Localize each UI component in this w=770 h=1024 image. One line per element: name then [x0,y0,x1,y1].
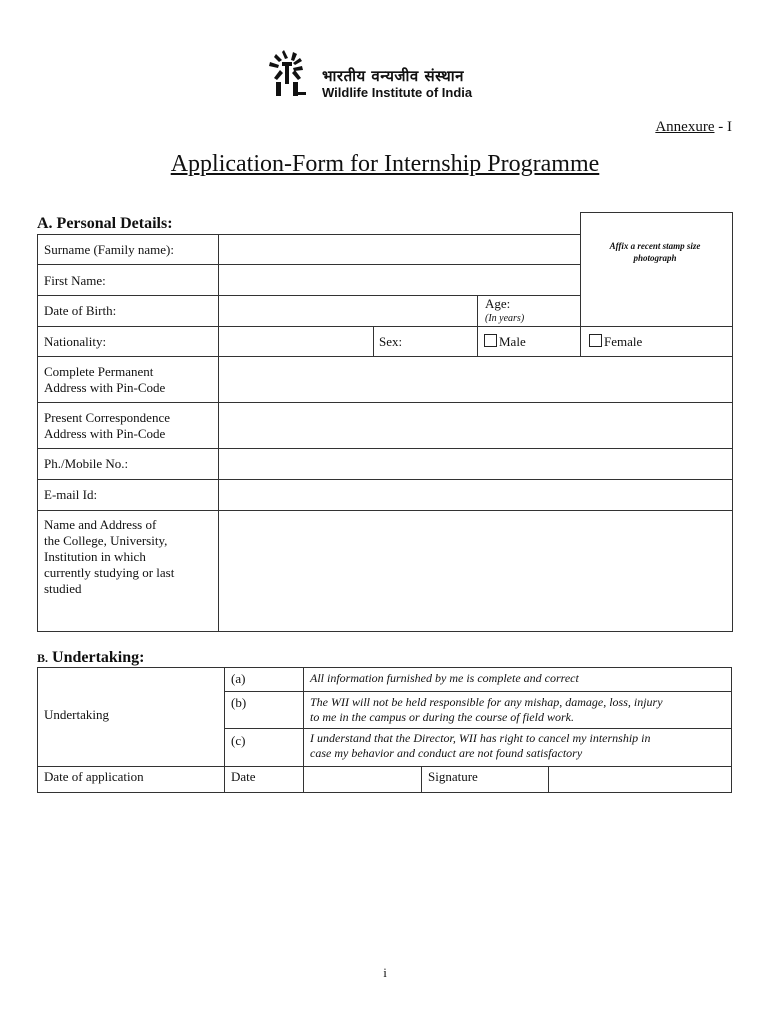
wii-logo-icon [262,48,314,100]
undertaking-marker-b: (b) [231,695,247,710]
date-field[interactable] [304,767,421,792]
annexure-suffix: - I [714,119,732,135]
age-note: (In years) [485,313,525,324]
age-label: Age: [485,296,511,311]
present-address-label: Present Correspondence Address with Pin-Code [44,410,170,441]
signature-label: Signature [428,769,478,784]
female-checkbox[interactable] [589,334,602,347]
dob-label: Date of Birth: [44,303,117,318]
undertaking-marker-c: (c) [231,733,246,748]
college-label: Name and Address of the College, University, Institution in which currently studying or last studied [44,517,175,596]
date-of-application-label: Date of application [44,769,144,784]
male-option[interactable] [484,334,526,350]
email-label: E-mail Id: [44,487,98,502]
first-name-label: First Name: [44,273,106,288]
nationality-label: Nationality: [44,334,107,349]
present-address-field[interactable] [219,403,732,448]
undertaking-text-a: All information furnished by me is complete and correct [310,671,579,685]
female-label: Female [604,334,643,349]
phone-label: Ph./Mobile No.: [44,456,129,471]
section-b-heading: B. Undertaking: [37,649,145,666]
female-option[interactable] [589,334,642,350]
annexure-label [655,119,732,136]
date-label: Date [231,769,256,784]
org-name-hindi: भारतीय वन्यजीव संस्थान [322,67,464,85]
signature-field[interactable] [549,767,731,792]
male-label: Male [499,334,526,349]
form-title: Application-Form for Internship Programme [170,151,600,177]
email-field[interactable] [219,480,732,510]
photo-placeholder[interactable]: Affix a recent stamp size photograph [609,241,701,263]
page-number: i [383,965,387,980]
section-a-heading: A. Personal Details: [37,215,173,232]
male-checkbox[interactable] [484,334,497,347]
undertaking-marker-a: (a) [231,671,246,686]
permanent-address-label: Complete Permanent Address with Pin-Code [44,364,166,395]
phone-field[interactable] [219,449,732,479]
annexure-word: Annexure [655,119,715,135]
undertaking-label: Undertaking [44,707,109,722]
org-name-english: Wildlife Institute of India [322,85,473,100]
undertaking-text-c: I understand that the Director, WII has right to cancel my internship in case my behavior and conduct are not found satisfactory [310,731,651,760]
surname-field[interactable] [219,235,580,264]
dob-field[interactable] [219,296,477,326]
surname-label: Surname (Family name): [44,242,174,257]
undertaking-text-b: The WII will not be held responsible for any mishap, damage, loss, injury to me in the campus or during the course of field work. [310,695,663,724]
permanent-address-field[interactable] [219,357,732,402]
college-field[interactable] [219,511,732,631]
first-name-field[interactable] [219,265,580,295]
sex-label: Sex: [379,334,403,349]
nationality-field[interactable] [219,327,373,356]
